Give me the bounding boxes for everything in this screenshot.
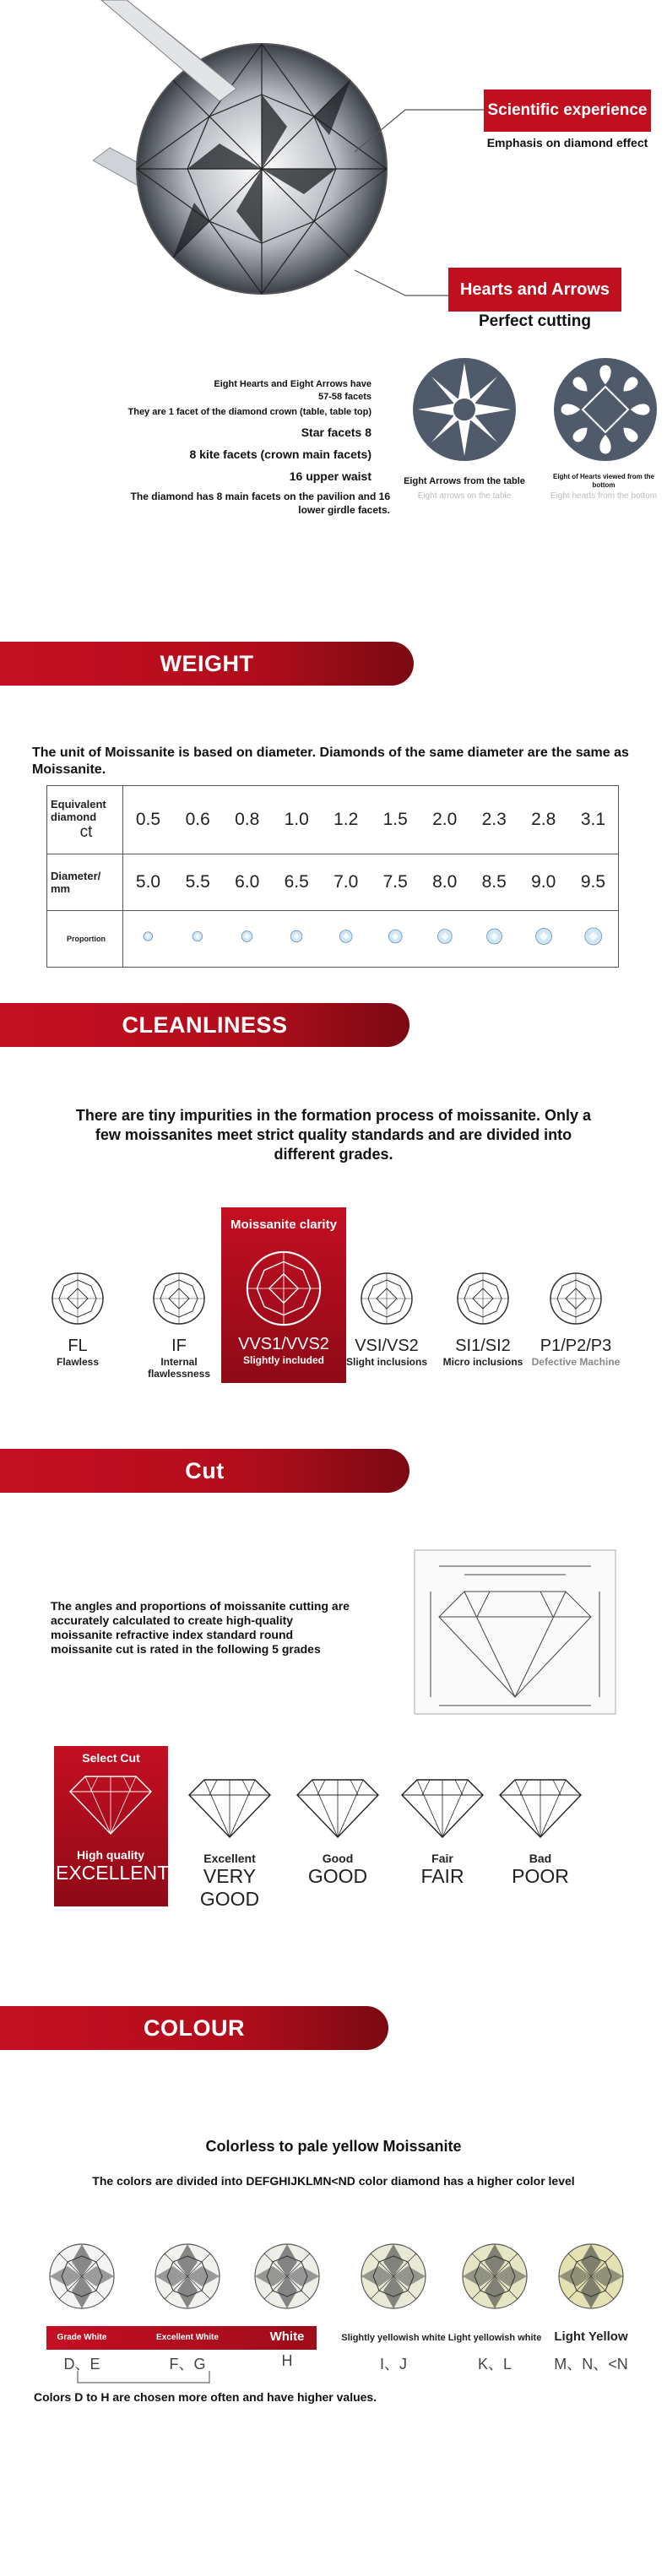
ct-cell: 3.1 (568, 786, 619, 854)
cut-grade-name: EXCELLENT (56, 1862, 170, 1884)
colour-grade-label: Excellent White (156, 2333, 219, 2342)
clarity-grade-item (529, 1272, 622, 1368)
colour-diamond-icon (48, 2242, 116, 2314)
ct-cell: 0.8 (222, 786, 272, 854)
proportion-gem-icon (241, 931, 252, 942)
clarity-grade-item (340, 1272, 433, 1368)
proportion-gem-icon (487, 929, 502, 944)
clarity-grade-name: FL (68, 1337, 88, 1355)
ct-cell: 2.0 (420, 786, 469, 854)
cut-grade-label: Excellent (203, 1852, 256, 1865)
clarity-grade-desc: Flawless (56, 1356, 100, 1368)
diamond-top-icon (549, 1272, 603, 1326)
diamond-profile-icon (67, 1773, 155, 1837)
diamond-profile-icon (294, 1776, 382, 1841)
colour-grade-code: I、J (379, 2356, 407, 2373)
proportion-gems (123, 911, 619, 968)
clarity-grade-desc: Internal flawlessness (147, 1356, 211, 1380)
mm-cell: 5.0 (123, 854, 173, 911)
cut-grade-name: VERY GOOD (199, 1865, 260, 1910)
proportion-label: Proportion (47, 911, 123, 968)
cut-grade-name: POOR (512, 1865, 569, 1887)
cut-select-label: Select Cut (82, 1751, 140, 1765)
diamond-profile-icon (186, 1776, 274, 1841)
mm-cell: 8.0 (420, 854, 469, 911)
facet-line-6: The diamond has 8 main facets on the pavilion and 16 lower girdle facets. (130, 491, 390, 516)
colour-grade-label: Slightly yellowish white (341, 2333, 446, 2343)
proportion-gem-icon (585, 928, 602, 945)
diamond-profile-icon (399, 1776, 486, 1841)
equivalent-diamond-label: Equivalent diamond (51, 798, 106, 823)
cut-grade-item (485, 1776, 595, 1888)
table-row (47, 786, 619, 854)
cut-grade-label: Fair (431, 1852, 453, 1865)
clarity-grade-desc: Defective Machine (531, 1356, 621, 1368)
colour-diamond-icon (253, 2242, 321, 2314)
table-row (47, 854, 619, 911)
facet-line-2: They are 1 facet of the diamond crown (table, table top) (127, 407, 371, 417)
clarity-grade-name: IF (171, 1337, 187, 1355)
diamond-top-icon (51, 1272, 105, 1326)
bracket-line (76, 2371, 211, 2386)
cut-grade-name: GOOD (307, 1865, 368, 1887)
diamond-top-icon (360, 1272, 414, 1326)
ct-cell: 1.2 (321, 786, 371, 854)
clarity-grade-item (225, 1250, 343, 1366)
cut-grade-name: FAIR (420, 1865, 464, 1887)
cleanliness-intro: There are tiny impurities in the formation process of moissanite. Only a few moissanites meet strict quality standards and are divided into different grades. (75, 1107, 592, 1163)
cut-grade-label: Bad (529, 1852, 552, 1865)
colour-grade-label: Light Yellow (554, 2329, 628, 2344)
diamond-profile-icon (496, 1776, 584, 1841)
clarity-grade-item (31, 1272, 124, 1368)
cut-grade-item (175, 1776, 285, 1911)
clarity-grade-desc: Micro inclusions (442, 1356, 523, 1368)
ct-unit-label: ct (79, 823, 93, 841)
colour-grade-code: D、E (63, 2356, 100, 2373)
proportion-gem-icon (339, 930, 352, 943)
arrows-diagram (411, 356, 518, 463)
cleanliness-banner: CLEANLINESS (0, 1003, 409, 1047)
mm-cell: 6.5 (272, 854, 322, 911)
hearts-diagram (552, 356, 659, 463)
cut-intro: The angles and proportions of moissanite cutting are accurately calculated to create high-quality moissanite refractive index standard round moissanite cut is rated in the following 5 grades (51, 1599, 350, 1656)
hearts-arrows-box: Hearts and Arrows (448, 268, 621, 312)
clarity-grade-desc: Slightly included (242, 1354, 324, 1366)
mm-cell: 5.5 (173, 854, 223, 911)
clarity-grade-name: VSI/VS2 (355, 1337, 419, 1355)
cut-banner: Cut (0, 1449, 409, 1493)
cut-grade-item (56, 1773, 170, 1885)
proportion-gem-icon (290, 930, 302, 942)
colour-heading: Colorless to pale yellow Moissanite (205, 2138, 462, 2155)
scientific-experience-box: Scientific experience (484, 89, 651, 132)
arrows-caption-faint: Eight arrows on the table (417, 491, 512, 501)
cut-proportion-diagram (414, 1549, 616, 1715)
facet-line-1: Eight Hearts and Eight Arrows have 57-58 facets (214, 379, 371, 402)
colour-subheading: The colors are divided into DEFGHIJKLMN<ND color diamond has a higher color level (92, 2174, 575, 2188)
clarity-grade-desc: Slight inclusions (345, 1356, 427, 1368)
weight-banner: WEIGHT (0, 642, 414, 686)
facet-line-5: 16 upper waist (289, 469, 371, 483)
clarity-grade-name: SI1/SI2 (455, 1337, 511, 1355)
facet-line-3: Star facets 8 (301, 426, 371, 439)
diamond-top-icon (456, 1272, 510, 1326)
mm-cell: 7.0 (321, 854, 371, 911)
arrows-caption: Eight Arrows from the table (404, 476, 525, 486)
ct-cell: 1.5 (371, 786, 420, 854)
colour-grade-code: H (281, 2352, 293, 2369)
colour-grade-label: Light yellowish white (447, 2333, 542, 2343)
clarity-highlight-title: Moissanite clarity (230, 1217, 337, 1232)
hearts-caption-faint: Eight hearts from the bottom (550, 491, 658, 501)
colour-diamond-icon (461, 2242, 529, 2314)
diamond-top-icon (152, 1272, 206, 1326)
ct-cell: 0.5 (123, 786, 173, 854)
scientific-experience-subtitle: Emphasis on diamond effect (486, 136, 648, 149)
clarity-grade-item (133, 1272, 225, 1380)
proportion-gem-icon (388, 930, 402, 943)
hearts-arrows-subtitle: Perfect cutting (478, 312, 592, 330)
clarity-grade-name: P1/P2/P3 (540, 1337, 612, 1355)
mm-cell: 8.5 (469, 854, 519, 911)
weight-intro: The unit of Moissanite is based on diameter. Diamonds of the same diameter are the same as Moissanite. (32, 746, 629, 777)
mm-cell: 7.5 (371, 854, 420, 911)
colour-grade-label: Grade White (57, 2333, 107, 2342)
proportion-gem-icon (193, 931, 203, 941)
proportion-gem-icon (438, 930, 453, 944)
colour-diamond-icon (154, 2242, 221, 2314)
cut-grade-item (283, 1776, 393, 1888)
diamond-top-icon (245, 1250, 323, 1327)
clarity-grade-item (437, 1272, 529, 1368)
table-row (47, 911, 619, 968)
proportion-gem-icon (144, 932, 153, 941)
colour-grade-code: K、L (477, 2356, 512, 2373)
colour-banner: COLOUR (0, 2006, 388, 2050)
diameter-label: Diameter/ mm (47, 854, 123, 911)
cut-grade-item (388, 1776, 497, 1888)
ct-cell: 2.8 (518, 786, 568, 854)
colour-diamond-icon (360, 2242, 427, 2314)
colour-diamond-icon (557, 2242, 625, 2314)
facet-line-4: 8 kite facets (crown main facets) (189, 447, 371, 461)
ct-cell: 1.0 (272, 786, 322, 854)
ct-cell: 2.3 (469, 786, 519, 854)
ct-cell: 0.6 (173, 786, 223, 854)
colour-grade-code: F、G (169, 2356, 206, 2373)
clarity-grade-name: VVS1/VVS2 (238, 1335, 329, 1353)
weight-table (46, 785, 619, 968)
hero-diamond-image (93, 0, 397, 321)
mm-cell: 6.0 (222, 854, 272, 911)
mm-cell: 9.5 (568, 854, 619, 911)
proportion-gem-icon (536, 929, 552, 945)
colour-grade-label: White (269, 2329, 305, 2344)
colour-grade-code: M、N、<N (554, 2356, 628, 2373)
cut-grade-label: Good (322, 1852, 354, 1865)
hearts-caption: Eight of Hearts viewed from the bottom (552, 473, 655, 489)
cut-grade-label: High quality (76, 1848, 145, 1862)
mm-cell: 9.0 (518, 854, 568, 911)
colour-note: Colors D to H are chosen more often and have higher values. (34, 2390, 377, 2404)
